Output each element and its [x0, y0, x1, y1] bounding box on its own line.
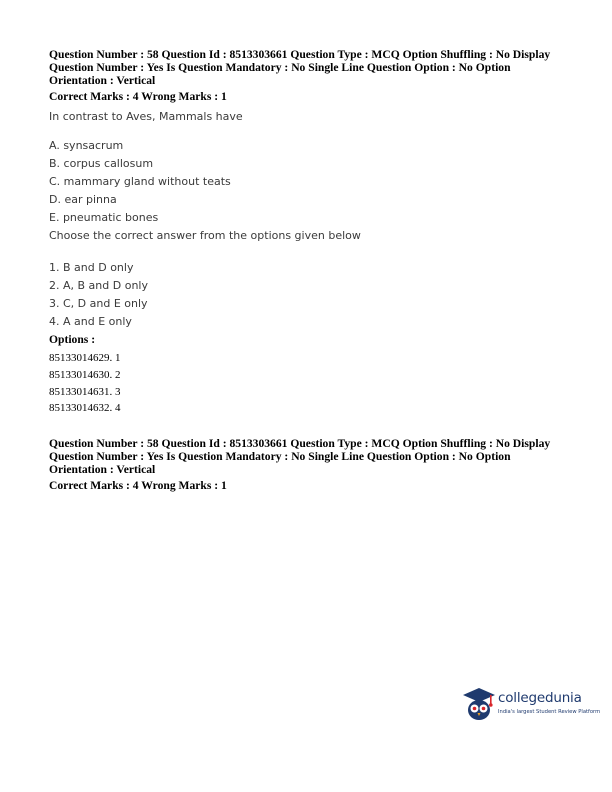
instruction-text: Choose the correct answer from the options given below — [49, 229, 361, 242]
option-id-item: 85133014632. 4 — [49, 402, 121, 415]
question-image-text — [49, 108, 243, 126]
header-line: Question Number : 58 Question Id : 8513303661 Question Type : MCQ Option Shuffling : No Display — [49, 437, 551, 450]
header-line: Question Number : 58 Question Id : 8513303661 Question Type : MCQ Option Shuffling : No Display — [49, 48, 551, 61]
choice-item: 2. A, B and D only — [49, 279, 148, 292]
marks-line: Correct Marks : 4 Wrong Marks : 1 — [49, 89, 227, 103]
statement-list — [49, 137, 361, 245]
option-id-item: 85133014630. 2 — [49, 368, 121, 381]
choice-item: 4. A and E only — [49, 315, 132, 328]
header-line: Question Number : Yes Is Question Mandatory : No Single Line Question Option : No Option — [49, 450, 511, 464]
question-header — [49, 437, 579, 492]
graduation-cap-owl-icon — [462, 686, 496, 722]
question-header — [49, 48, 579, 103]
option-id-item: 85133014629. 1 — [49, 352, 121, 364]
logo-tagline: India's largest Student Review Platform — [498, 709, 601, 715]
statement-item: C. mammary gland without teats — [49, 175, 231, 188]
statement-item: A. synsacrum — [49, 139, 124, 152]
collegedunia-logo — [462, 686, 602, 726]
statement-item: D. ear pinna — [49, 193, 117, 206]
options-label: Options : — [49, 333, 96, 346]
choice-item: 3. C, D and E only — [49, 297, 148, 310]
header-line: Orientation : Vertical — [49, 74, 156, 88]
option-id-list — [49, 350, 121, 417]
choice-item: 1. B and D only — [49, 261, 134, 274]
statement-item: E. pneumatic bones — [49, 211, 159, 224]
question-text: In contrast to Aves, Mammals have — [49, 110, 243, 123]
header-line: Question Number : Yes Is Question Mandatory : No Single Line Question Option : No Option — [49, 61, 511, 75]
header-line: Orientation : Vertical — [49, 463, 156, 477]
option-id-item: 85133014631. 3 — [49, 385, 121, 398]
logo-wordmark: collegedunia — [498, 690, 582, 706]
choice-list — [49, 259, 148, 331]
marks-line: Correct Marks : 4 Wrong Marks : 1 — [49, 478, 227, 492]
statement-item: B. corpus callosum — [49, 157, 154, 170]
